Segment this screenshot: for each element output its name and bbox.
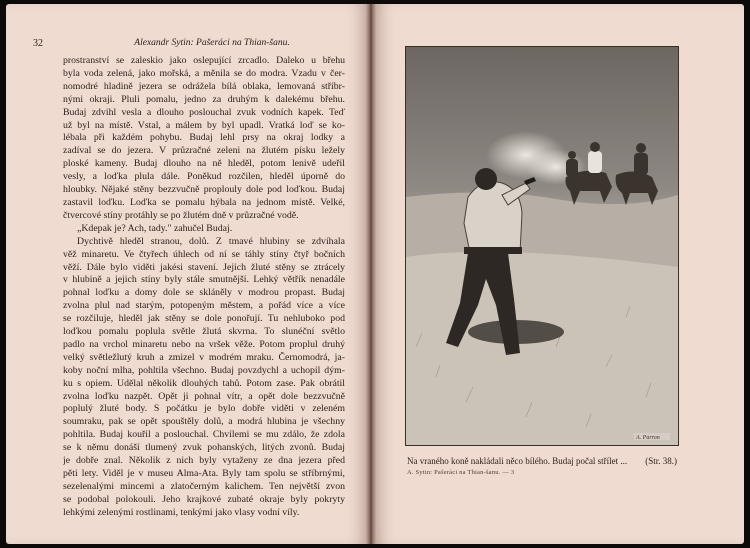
- text-line: prostranství se zaleskio jako oslepující zrcadlo. Daleko u břehu: [63, 55, 345, 66]
- text-line: zvolna plul nad starým, potopeným městem, a pořád více a více: [63, 300, 345, 312]
- text-line: je dobře znal. Několik z nich byly vytaženy ze dna jezera před: [63, 455, 345, 467]
- body-text: [63, 55, 345, 520]
- book-gutter: [366, 4, 376, 544]
- text-line: věží. Dále bylo viděti jakési stavení. Jejich žluté stěny se ztrácely: [63, 261, 345, 273]
- text-line: lébala při každém pohybu. Budaj lehl prsy na okraj lodky a: [63, 132, 345, 144]
- running-title: Alexandr Sytin: Pašeráci na Thian-šanu.: [134, 38, 290, 48]
- text-line: pohltila. Budaj kouřil a poslouchal. Chvílemi se mu zdálo, že zdola: [63, 429, 345, 441]
- text-line: hloubky. Nějaké stěny bezzvučně proplouly dole pod loďkou. Budaj: [63, 184, 345, 196]
- text-line: byla voda zelená, jako mořská, a měnila se do modra. Vzadu v čer-: [63, 67, 345, 79]
- text-line: nými okraji. Pluli pomalu, jedno za druhým k dalekému břehu.: [63, 93, 345, 105]
- page-number: 32: [33, 38, 43, 49]
- illustration-drawing: [406, 47, 678, 445]
- text-line: už byl na místě. Vstal, a málem by byl upadl. Vratká loď se ko-: [63, 119, 345, 131]
- text-line: zastavil loďku. Loďka se pomalu hýbala na jednom místě. Velké,: [63, 196, 345, 208]
- text-line: Budaj zdvihl vesla a dlouho poslouchal zvuk vodních kapek. Teď: [63, 106, 345, 118]
- running-head: [33, 38, 351, 52]
- text-line: zadíval se do jezera. V průzračné zeleni na žlutém písku ležely: [63, 145, 345, 157]
- text-line: pohnal loďku a domy dole se skláněly v modrou propast. Budaj: [63, 287, 345, 299]
- text-line: padlo na vrchol minaretu nebo na vršek věže. Potom proplul druhý: [63, 338, 345, 350]
- caption-page-reference: (Str. 38.): [645, 456, 677, 466]
- caption-text: Na vraného koně nakládali něco bílého. Budaj počal střílet ...: [407, 456, 628, 466]
- text-line: vesly, a loďka plula dále. Poněkud rozčilen, hleděl úporně do: [63, 171, 345, 183]
- text-line: čtvercové stíny protáhly se po žlutém dně v průzračné vodě.: [63, 209, 299, 221]
- text-line: nomodré hladině jezera se odrážela bílá oblaka, lemovaná stříbr-: [63, 80, 345, 92]
- text-line: v hlubině a jejich stíny byly stále smutnější. Lehký větřík nenadále: [63, 274, 345, 286]
- text-line: věž minaretu. Ve čtyřech úhlech od ní se táhly stíny čtyř bočních: [63, 248, 345, 260]
- text-line: pěti lety. Viděl je v museu Alma-Ata. Byly tam spolu se stříbrnými,: [63, 468, 345, 479]
- signature-line: A. Sytin: Pašeráci na Thian-šanu. — 3: [407, 469, 515, 476]
- text-line: loďkou pomalu poplula světle žlutá skvrna. To slunéční světlo: [63, 326, 345, 338]
- illustration: [405, 46, 679, 446]
- text-line: ku s opiem. Udělal několik dlouhých tahů. Potom zase. Pak obrátil: [63, 377, 345, 389]
- text-line: se rozčiluje, hleděl jak stěny se dole ponořují. Tu nehluboko pod: [63, 313, 345, 325]
- artist-signature-text: A. Parron: [636, 435, 660, 441]
- text-line: poplulý žluté body. S počátku je bylo dobře viděti v zeleném: [63, 403, 345, 415]
- text-line: Dychtivě hleděl stranou, dolů. Z tmavé hlubiny se zdvíhala: [77, 235, 345, 247]
- text-line: koby noční mlha, pohltila všechno. Budaj povzdychl a uchopil dým-: [63, 364, 345, 376]
- text-line: sezelenalými mincemi a zlatočerným kalichem. Ten největší zvon: [63, 480, 345, 492]
- text-line: ploské kameny. Budaj dlouho na ně hleděl, potom lenivě udeřil: [63, 158, 345, 170]
- text-line: zvolna loďku nazpět. Opět ji pohnal vítr, a opět dole bezzvučně: [63, 390, 345, 402]
- caption: [407, 456, 677, 467]
- text-line: velký světležlutý kruh a zmizel v modrém mraku. Černomodrá, ja-: [63, 351, 345, 363]
- text-line: soumraku, pak se opět spouštěly dolů, a modrá hlubina je všechny: [63, 416, 345, 428]
- text-line: „Kdepak je? Ach, tady." zahučel Budaj.: [77, 222, 233, 234]
- text-line: se k němu donáší tlumený zvuk pohanských, litých zvonů. Budaj: [63, 442, 345, 454]
- text-line: lehkými zelenými rostlinami, tenkými jako vlasy vodní víly.: [63, 506, 300, 518]
- text-line: se podobal polokouli. Jeho krajkové zubaté okraje byly pokryty: [63, 493, 345, 505]
